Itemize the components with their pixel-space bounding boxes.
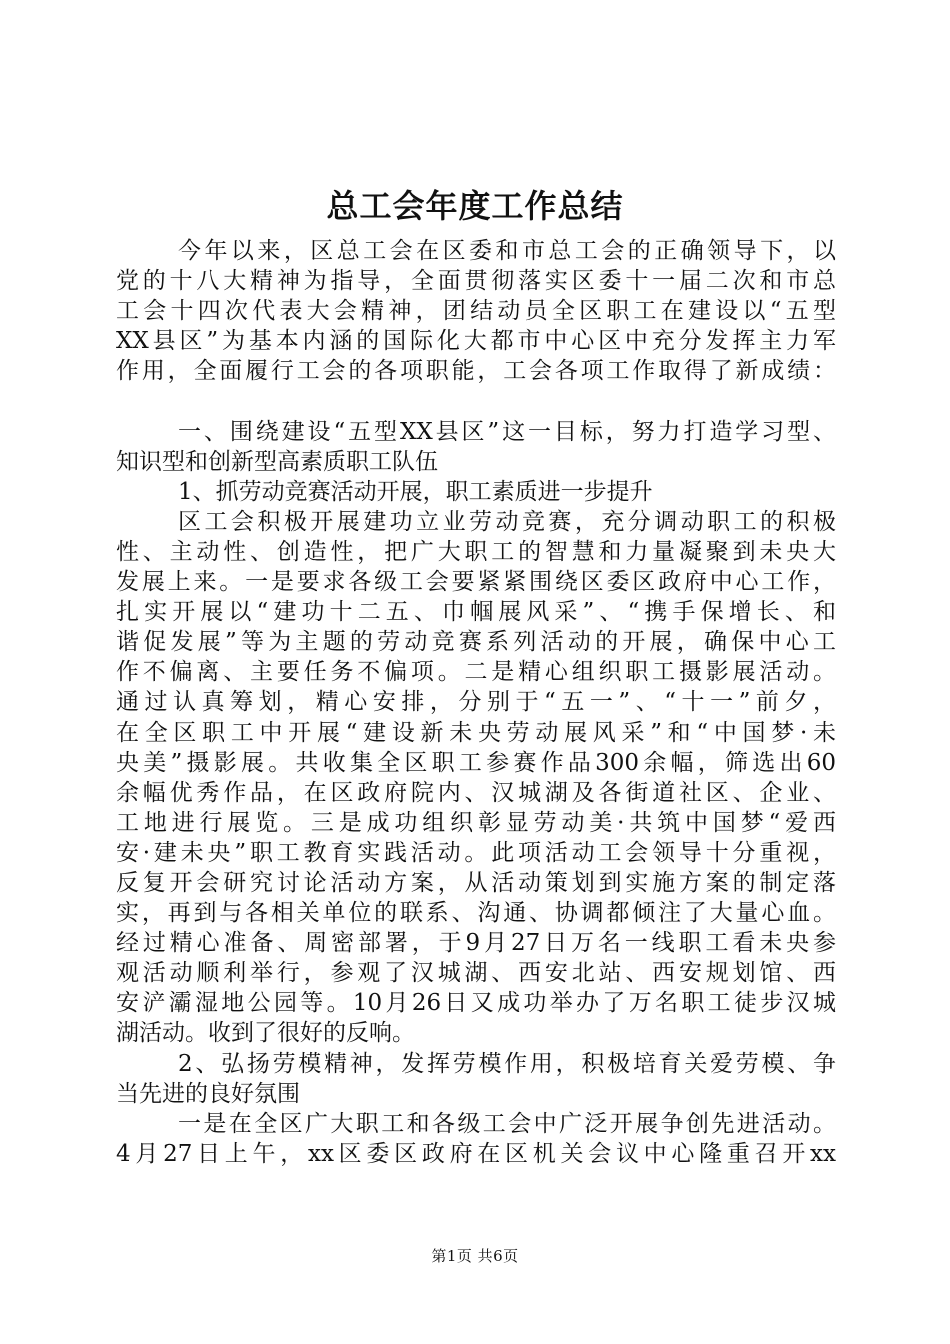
- text-line: 经过精心准备、周密部署，于9月27日万名一线职工看未央参: [116, 930, 836, 957]
- text-line: 安·建未央”职工教育实践活动。此项活动工会领导十分重视，: [116, 839, 836, 866]
- section-heading-line: 一、围绕建设“五型XX县区”这一目标，努力打造学习型、: [178, 418, 836, 445]
- text-line: 实，再到与各相关单位的联系、沟通、协调都倾注了大量心血。: [116, 900, 836, 927]
- page-footer: 第1页 共6页: [431, 1247, 519, 1265]
- text-line: 央美”摄影展。共收集全区职工参赛作品300余幅，筛选出60: [116, 749, 836, 776]
- text-line: 发展上来。一是要求各级工会要紧紧围绕区委区政府中心工作，: [116, 569, 836, 596]
- text-line: 安浐灞湿地公园等。10月26日又成功举办了万名职工徒步汉城: [116, 990, 836, 1017]
- text-line: 余幅优秀作品，在区政府院内、汉城湖及各街道社区、企业、: [116, 779, 836, 806]
- text-line: 工会十四次代表大会精神，团结动员全区职工在建设以“五型: [116, 298, 836, 325]
- text-line: 4月27日上午，xx区委区政府在区机关会议中心隆重召开xx: [116, 1140, 836, 1167]
- text-line: 区工会积极开展建功立业劳动竞赛，充分调动职工的积极: [178, 508, 836, 535]
- text-line: 工地进行展览。三是成功组织彰显劳动美·共筑中国梦“爱西: [116, 809, 836, 836]
- subsection-heading: 当先进的良好氛围: [116, 1080, 300, 1107]
- text-line: 作用，全面履行工会的各项职能，工会各项工作取得了新成绩：: [116, 358, 836, 385]
- text-line: 性、主动性、创造性，把广大职工的智慧和力量凝聚到未央大: [116, 538, 836, 565]
- section-heading-line: 知识型和创新型高素质职工队伍: [116, 448, 438, 475]
- text-line: XX县区”为基本内涵的国际化大都市中心区中充分发挥主力军: [116, 328, 836, 355]
- text-line: 观活动顺利举行，参观了汉城湖、西安北站、西安规划馆、西: [116, 960, 836, 987]
- text-line: 党的十八大精神为指导，全面贯彻落实区委十一届二次和市总: [116, 268, 836, 295]
- text-line: 谐促发展”等为主题的劳动竞赛系列活动的开展，确保中心工: [116, 629, 836, 656]
- text-line: 通过认真筹划，精心安排，分别于“五一”、“十一”前夕，: [116, 689, 836, 716]
- text-line: 反复开会研究讨论活动方案，从活动策划到实施方案的制定落: [116, 869, 836, 896]
- subsection-heading: 1、抓劳动竞赛活动开展，职工素质进一步提升: [178, 478, 653, 505]
- text-line: 作不偏离、主要任务不偏项。二是精心组织职工摄影展活动。: [116, 659, 836, 686]
- text-line: 扎实开展以“建功十二五、巾帼展风采”、“携手保增长、和: [116, 599, 836, 626]
- text-line: 今年以来，区总工会在区委和市总工会的正确领导下，以: [178, 238, 836, 264]
- document-body: [116, 236, 836, 1169]
- blank-line: [116, 386, 836, 416]
- subsection-heading: 2、弘扬劳模精神，发挥劳模作用，积极培育关爱劳模、争: [178, 1050, 836, 1077]
- text-line: 一是在全区广大职工和各级工会中广泛开展争创先进活动。: [178, 1110, 836, 1137]
- text-line: 在全区职工中开展“建设新未央劳动展风采”和“中国梦·未: [116, 719, 836, 746]
- document-title: 总工会年度工作总结: [326, 187, 624, 225]
- text-line: 湖活动。收到了很好的反响。: [116, 1020, 415, 1047]
